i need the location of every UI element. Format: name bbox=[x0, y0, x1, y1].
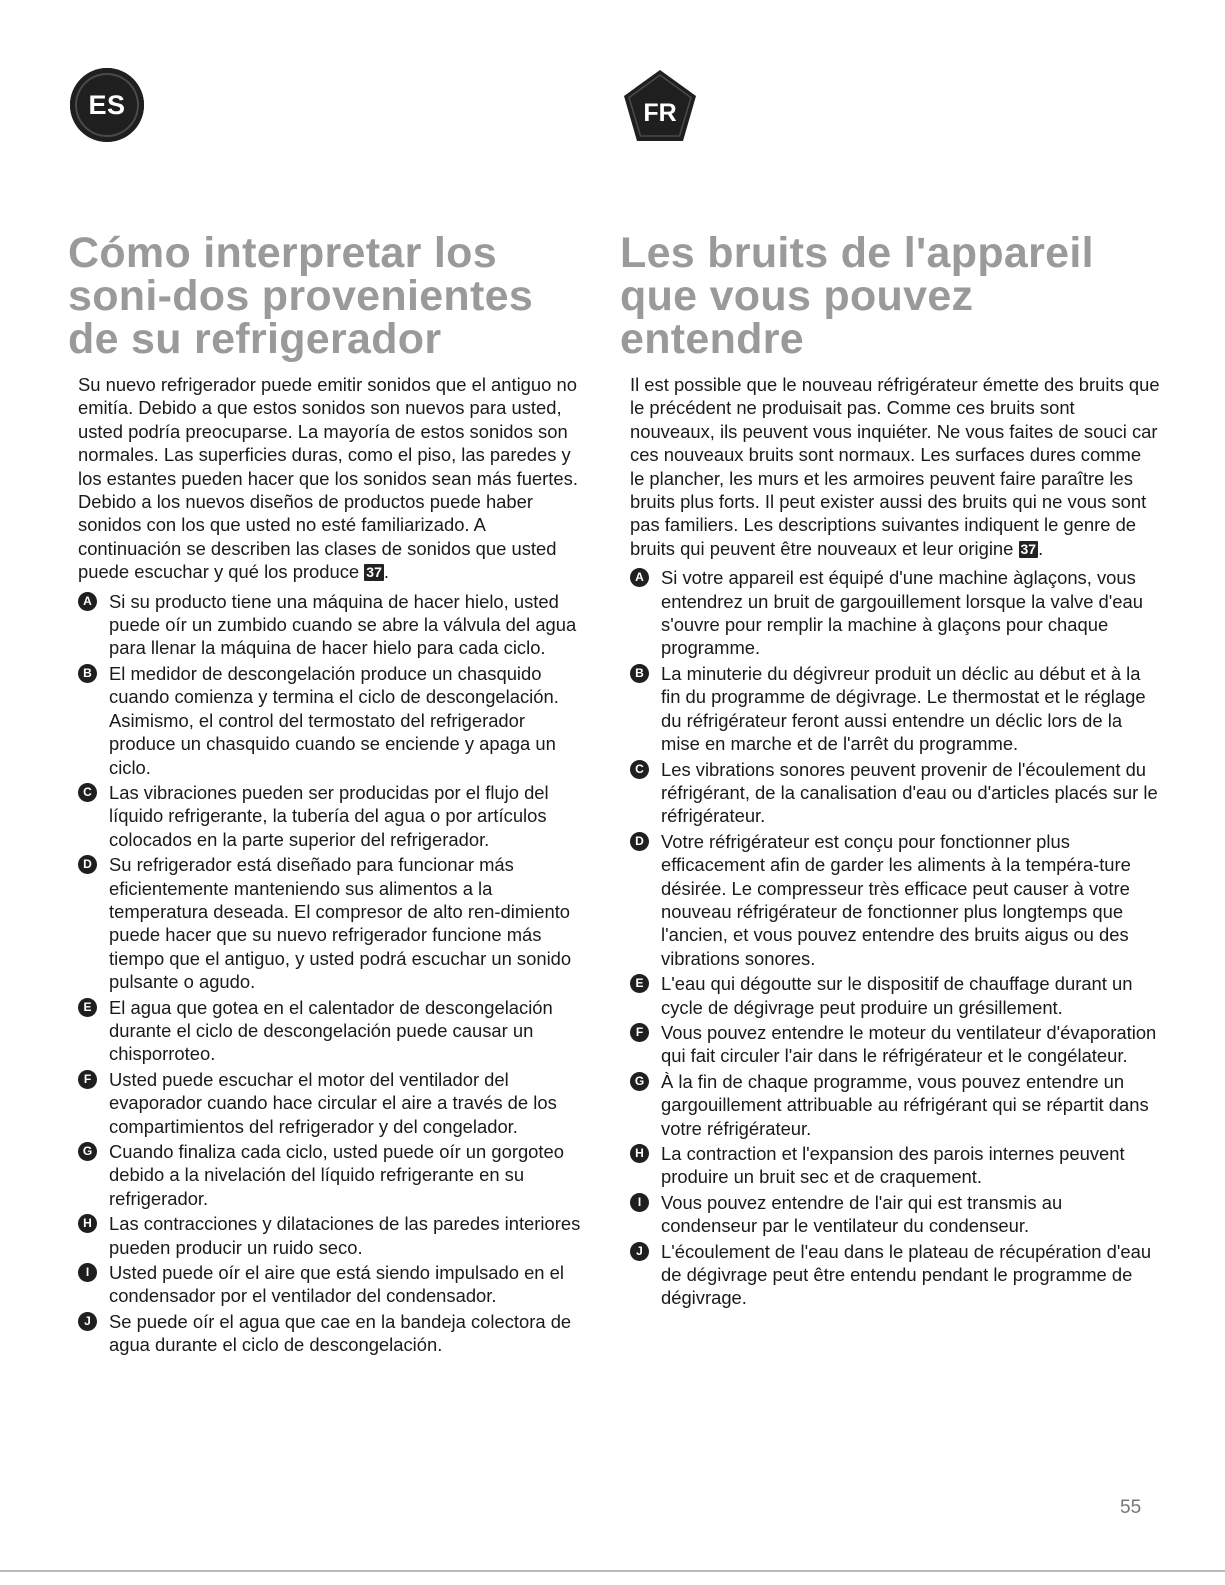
fr-badge-icon bbox=[622, 68, 698, 144]
letter-badge-icon: F bbox=[630, 1023, 649, 1042]
bottom-divider bbox=[0, 1570, 1225, 1572]
list-item bbox=[78, 1212, 590, 1259]
list-item bbox=[630, 662, 1160, 756]
intro-end: . bbox=[383, 561, 389, 583]
letter-badge-icon: J bbox=[630, 1242, 649, 1261]
list-item bbox=[630, 1191, 1160, 1238]
badge-label: FR bbox=[643, 99, 677, 127]
figure-reference: 37 bbox=[366, 564, 382, 581]
letter-badge-icon: A bbox=[78, 592, 97, 611]
sound-list-fr bbox=[630, 566, 1160, 1310]
item-text: Si su producto tiene una máquina de hacer hielo, usted puede oír un zumbido cuando se abre la válvula del agua para llenar la máquina de hacer hielo para cada ciclo. bbox=[109, 590, 577, 659]
letter-badge-icon: E bbox=[78, 998, 97, 1017]
item-text: La minuterie du dégivreur produit un déclic au début et à la fin du programme de dégivrage. Le thermostat et le réglage du réfrigérateur feront aussi entendre un déclic lors de la mise en marche et de l'arrêt du programme. bbox=[661, 662, 1146, 755]
item-text: L'eau qui dégoutte sur le dispositif de chauffage durant un cycle de dégivrage peut produire un grésillement. bbox=[661, 973, 1133, 1018]
list-item bbox=[78, 1140, 590, 1210]
letter-badge-icon: H bbox=[630, 1144, 649, 1163]
badge-label: ES bbox=[88, 89, 126, 120]
item-text: Usted puede oír el aire que está siendo impulsado en el condensador por el ventilador del condensador. bbox=[109, 1262, 564, 1307]
list-item bbox=[630, 1142, 1160, 1189]
section-title-fr: Les bruits de l'appareil que vous pouvez entendre bbox=[620, 229, 1094, 363]
intro-paragraph-fr bbox=[630, 373, 1160, 560]
list-item bbox=[630, 1240, 1160, 1310]
letter-badge-icon: C bbox=[630, 760, 649, 779]
item-text: Se puede oír el agua que cae en la bandeja colectora de agua durante el ciclo de descongelación. bbox=[109, 1310, 572, 1356]
sound-list-es bbox=[78, 590, 590, 1357]
intro-text: Su nuevo refrigerador puede emitir sonidos que el antiguo no emitía. Debido a que estos sonidos son nuevos para usted, usted podría preocuparse. La mayoría de estos sonidos son normales. Las superficies duras, como el piso, las paredes y los estantes pueden hacer que los sonidos sean más fuertes. Debido a los nuevos diseños de productos puede haber sonidos con los que usted no esté familiarizado. A continuación se describen las clases de sonidos que usted puede escuchar y qué los produce bbox=[78, 374, 578, 583]
letter-badge-icon: D bbox=[78, 855, 97, 874]
intro-paragraph-es bbox=[78, 373, 590, 584]
list-item bbox=[78, 1310, 590, 1357]
list-item bbox=[630, 758, 1160, 828]
letter-badge-icon: J bbox=[78, 1312, 97, 1331]
page-number: 55 bbox=[1120, 1497, 1142, 1518]
spanish-section bbox=[68, 68, 590, 1359]
list-item bbox=[78, 590, 590, 660]
letter-badge-icon: B bbox=[78, 664, 97, 683]
list-item bbox=[630, 972, 1160, 1019]
item-text: Les vibrations sonores peuvent provenir de l'écoulement du réfrigérant, de la canalisation d'eau ou d'articles placés sur le réfrigérateur. bbox=[661, 758, 1158, 827]
item-text: Las contracciones y dilataciones de las paredes interiores pueden producir un ruido seco. bbox=[109, 1213, 581, 1258]
item-text: Votre réfrigérateur est conçu pour fonctionner plus efficacement afin de garder les aliments à la tempéra-ture désirée. Le compresseur très efficace peut causer à votre nouveau réfrigérateur de fonctionner plus longtemps que l'ancien, et vous pouvez entendre des bruits aigus ou des vibrations sonores. bbox=[661, 830, 1131, 969]
list-item bbox=[630, 1070, 1160, 1140]
letter-badge-icon: F bbox=[78, 1070, 97, 1089]
list-item bbox=[78, 781, 590, 851]
letter-badge-icon: H bbox=[78, 1214, 97, 1233]
letter-badge-icon: C bbox=[78, 783, 97, 802]
letter-badge-icon: D bbox=[630, 832, 649, 851]
letter-badge-icon: A bbox=[630, 568, 649, 587]
item-text: Vous pouvez entendre de l'air qui est transmis au condenseur par le ventilateur du condenseur. bbox=[661, 1191, 1063, 1237]
list-item bbox=[78, 853, 590, 993]
language-badge-fr bbox=[622, 68, 1160, 142]
item-text: El agua que gotea en el calentador de descongelación durante el ciclo de descongelación puede causar un chisporroteo. bbox=[109, 996, 553, 1065]
intro-text: Il est possible que le nouveau réfrigérateur émette des bruits que le précédent ne produisait pas. Comme ces bruits sont nouveaux, ils peuvent vous inquiéter. Ne vous faites de souci car ces nouveaux bruits sont normaux. Les surfaces dures comme le plancher, les murs et les armoires peuvent faire paraître les bruits plus forts. Il peut exister aussi des bruits qui ne vous sont pas familiers. Les descriptions suivantes indiquent le genre de bruits qui peuvent être nouveaux et leur origine bbox=[630, 374, 1160, 559]
letter-badge-icon: I bbox=[78, 1263, 97, 1282]
item-text: Usted puede escuchar el motor del ventilador del evaporador cuando hace circular el aire a través de los compartimientos del refrigerador y del congelador. bbox=[109, 1068, 557, 1137]
letter-badge-icon: G bbox=[630, 1072, 649, 1091]
language-badge-es bbox=[70, 68, 590, 142]
item-text: El medidor de descongelación produce un chasquido cuando comienza y termina el ciclo de descongelación. Asimismo, el control del termostato del refrigerador produce un chasquido cuando se enciende y apaga un ciclo. bbox=[109, 662, 559, 778]
es-badge-icon bbox=[70, 68, 144, 142]
list-item bbox=[630, 566, 1160, 660]
item-text: La contraction et l'expansion des parois internes peuvent produire un bruit sec et de craquement. bbox=[661, 1143, 1125, 1188]
item-text: L'écoulement de l'eau dans le plateau de récupération d'eau de dégivrage peut être entendu pendant le programme de dégivrage. bbox=[661, 1240, 1152, 1309]
french-section bbox=[620, 68, 1160, 1312]
intro-end: . bbox=[1038, 537, 1044, 559]
item-text: Las vibraciones pueden ser producidas por el flujo del líquido refrigerante, la tubería del agua o por artículos colocados en la parte superior del refrigerador. bbox=[109, 781, 549, 850]
list-item bbox=[78, 1068, 590, 1138]
item-text: À la fin de chaque programme, vous pouvez entendre un gargouillement attribuable au réfrigérant qui se répartit dans votre réfrigérateur. bbox=[661, 1070, 1149, 1139]
item-text: Su refrigerador está diseñado para funcionar más eficientemente manteniendo sus alimentos a la temperatura deseada. El compresor de alto ren-dimiento puede hacer que su nuevo refrigerador funcione más tiempo que el antiguo, y usted podrá escuchar un sonido pulsante o agudo. bbox=[109, 854, 572, 993]
list-item bbox=[630, 830, 1160, 970]
letter-badge-icon: E bbox=[630, 974, 649, 993]
item-text: Si votre appareil est équipé d'une machine àglaçons, vous entendrez un bruit de gargouillement lorsque la valve d'eau s'ouvre pour remplir la machine à glaçons pour chaque programme. bbox=[661, 567, 1143, 659]
letter-badge-icon: B bbox=[630, 664, 649, 683]
figure-reference: 37 bbox=[1020, 540, 1037, 557]
list-item bbox=[630, 1021, 1160, 1068]
list-item bbox=[78, 662, 590, 779]
item-text: Vous pouvez entendre le moteur du ventilateur d'évaporation qui fait circuler l'air dans le réfrigérateur et le congélateur. bbox=[661, 1021, 1157, 1067]
list-item bbox=[78, 996, 590, 1066]
item-text: Cuando finaliza cada ciclo, usted puede oír un gorgoteo debido a la nivelación del líquido refrigerante en su refrigerador. bbox=[109, 1141, 564, 1209]
list-item bbox=[78, 1261, 590, 1308]
letter-badge-icon: I bbox=[630, 1193, 649, 1212]
section-title-es: Cómo interpretar los soni-dos provenientes de su refrigerador bbox=[68, 229, 534, 363]
letter-badge-icon: G bbox=[78, 1142, 97, 1161]
